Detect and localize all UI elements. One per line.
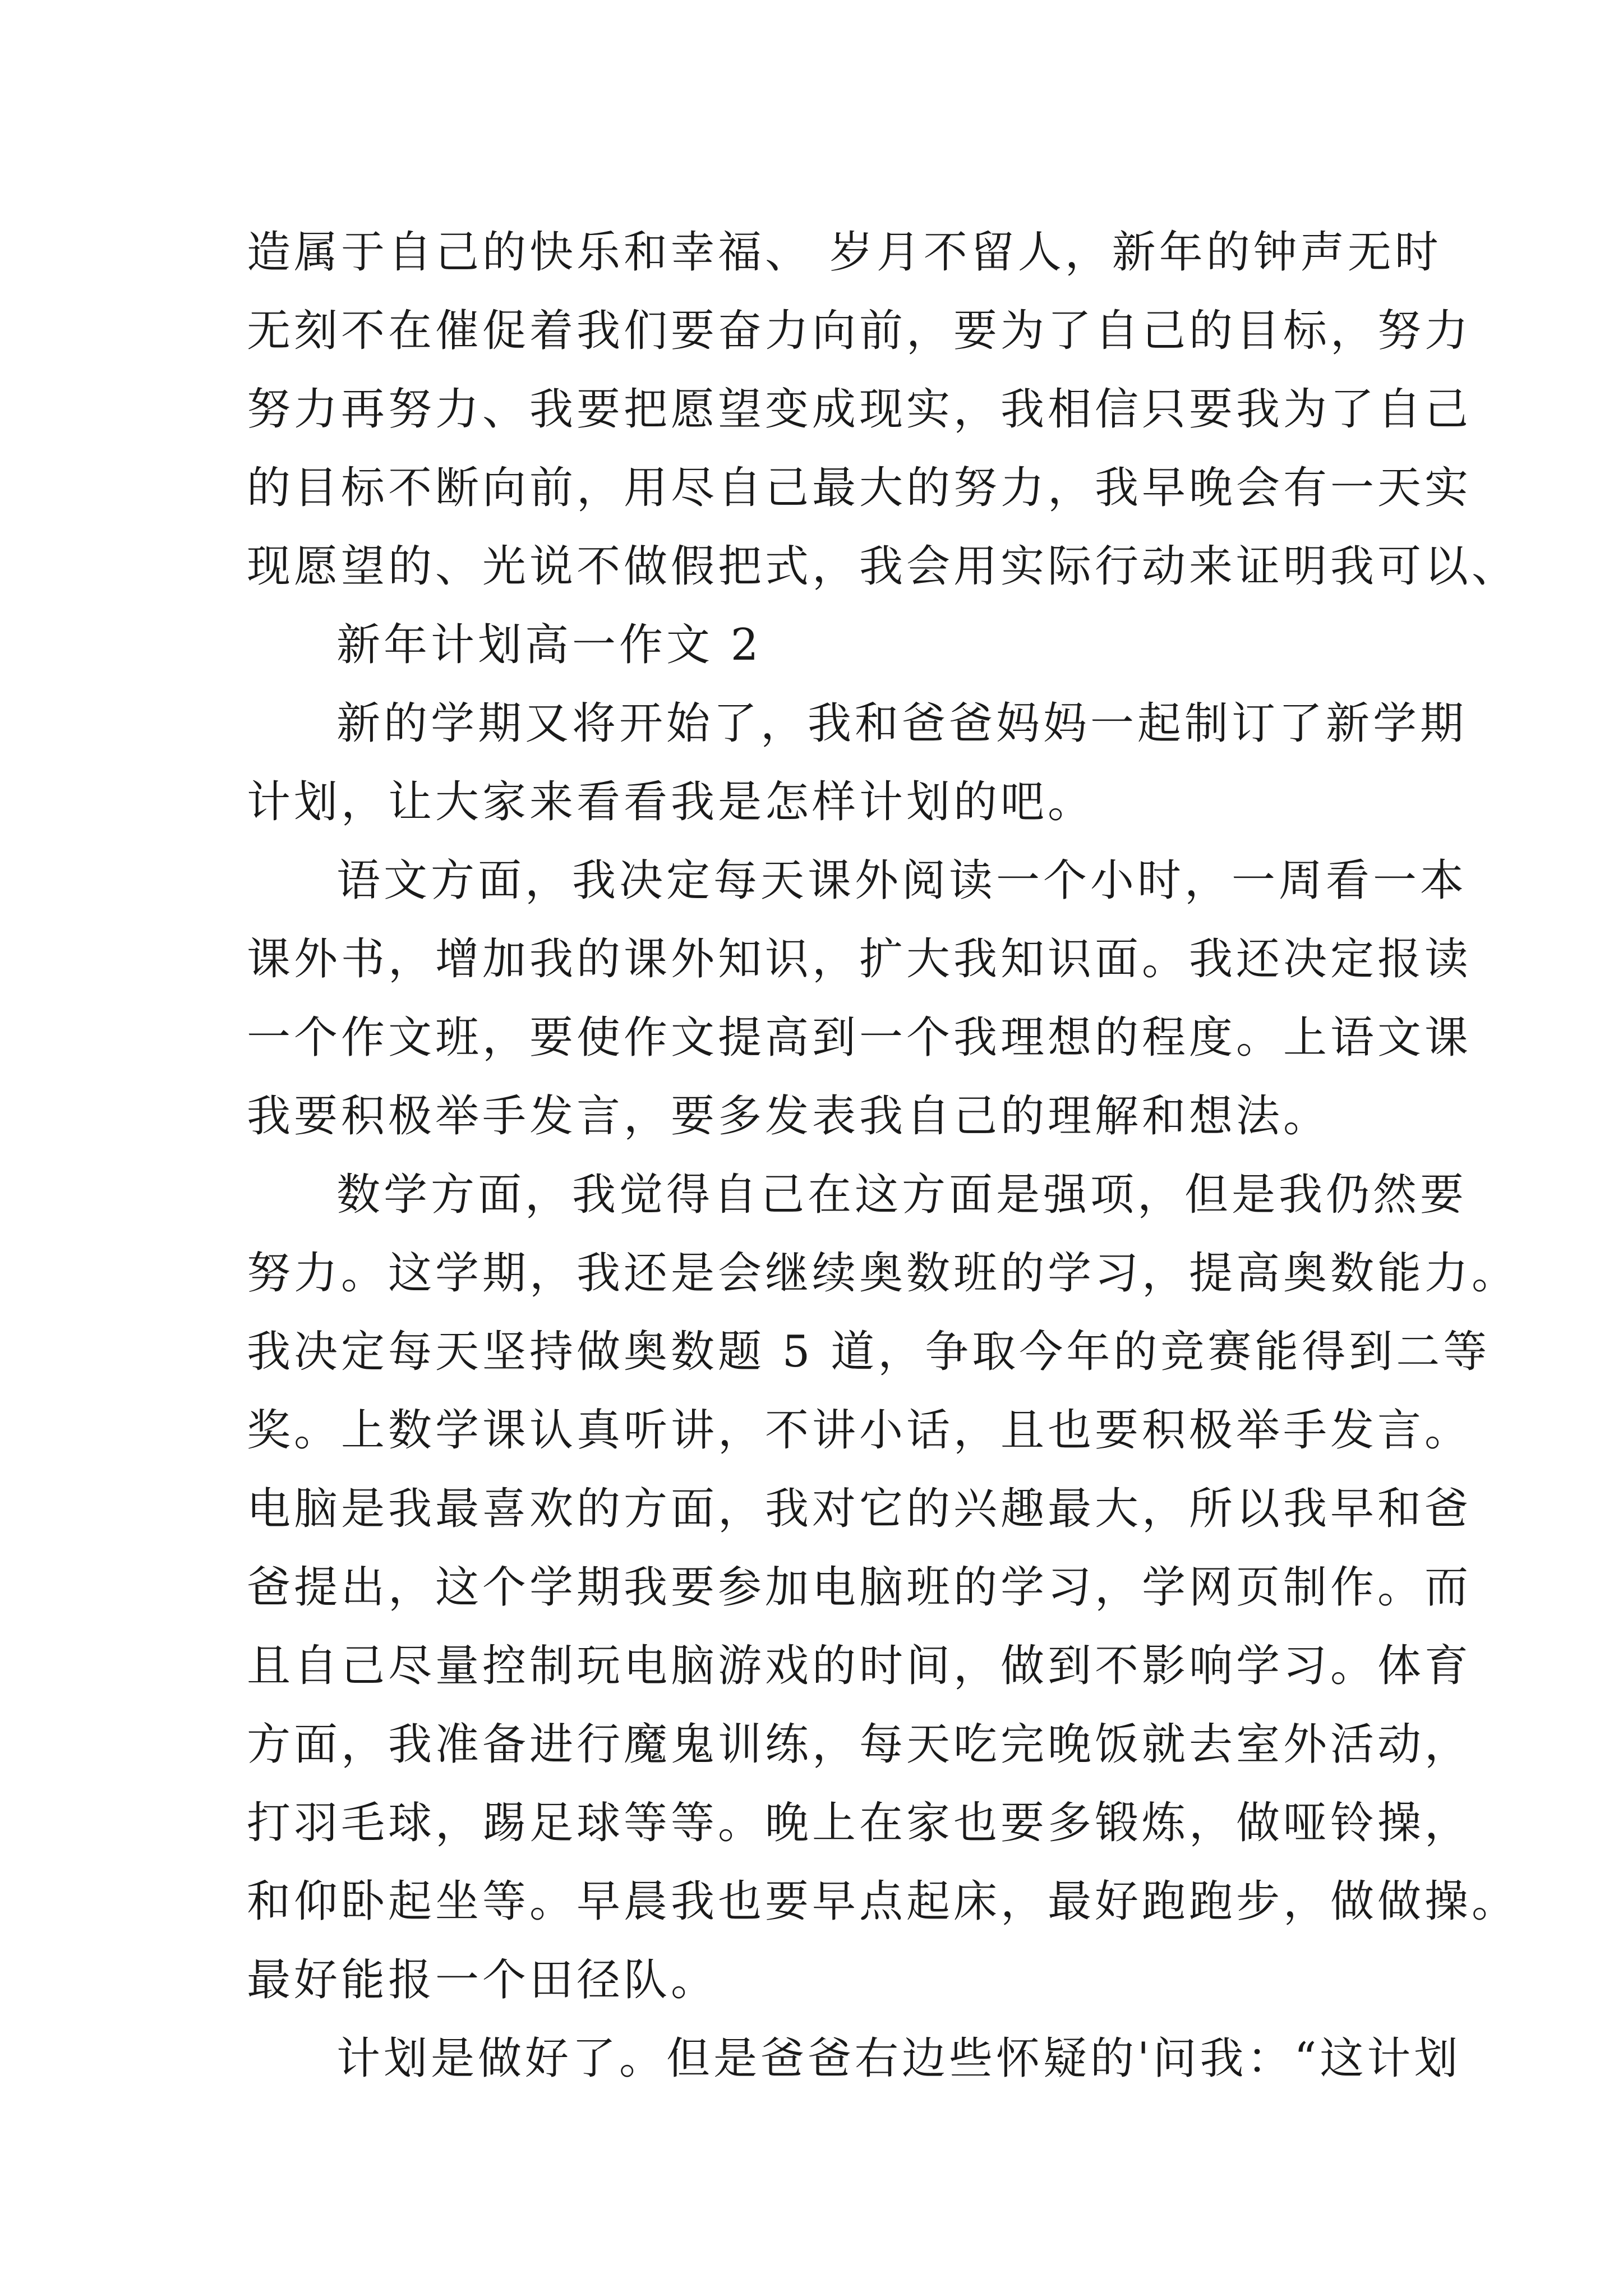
text-line: 和仰卧起坐等。早晨我也要早点起床，最好跑跑步，做做操。 [247,1876,1519,1927]
text-line: 无刻不在催促着我们要奋力向前，要为了自己的目标，努力 [247,306,1472,356]
paragraph-first-line: 语文方面，我决定每天课外阅读一个小时，一周看一本 [336,855,1468,906]
text-line: 且自己尽量控制玩电脑游戏的时间，做到不影响学习。体育 [247,1641,1472,1691]
text-line: 打羽毛球，踢足球等等。晚上在家也要多锻炼，做哑铃操， [247,1798,1472,1848]
paragraph-first-line: 计划是做好了。但是爸爸右边些怀疑的'问我：“这计划 [336,2033,1461,2084]
text-line: 爸提出，这个学期我要参加电脑班的学习，学网页制作。而 [247,1562,1472,1613]
text-line: 方面，我准备进行魔鬼训练，每天吃完晚饭就去室外活动， [247,1719,1472,1770]
text-line: 奖。上数学课认真听讲，不讲小话，且也要积极举手发言。 [247,1405,1472,1456]
paragraph-first-line: 新的学期又将开始了，我和爸爸妈妈一起制订了新学期 [336,698,1468,749]
section-heading: 新年计划高一作文 2 [336,620,762,670]
text-line: 最好能报一个田径队。 [247,1955,718,2005]
text-line: 现愿望的、光说不做假把式，我会用实际行动来证明我可以、 [247,541,1519,592]
text-line: 的目标不断向前，用尽自己最大的努力，我早晚会有一天实 [247,463,1472,513]
text-line: 努力再努力、我要把愿望变成现实，我相信只要我为了自己 [247,384,1472,435]
text-line: 一个作文班，要使作文提高到一个我理想的程度。上语文课 [247,1013,1472,1063]
document-body [247,213,1519,2098]
paragraph-first-line: 数学方面，我觉得自己在这方面是强项，但是我仍然要 [336,1170,1468,1220]
text-line: 我决定每天坚持做奥数题 5 道，争取今年的竞赛能得到二等 [247,1327,1491,1377]
text-line: 课外书，增加我的课外知识，扩大我知识面。我还决定报读 [247,934,1472,984]
text-line: 造属于自己的快乐和幸福、 岁月不留人，新年的钟声无时 [247,227,1442,278]
text-line: 我要积极举手发言，要多发表我自己的理解和想法。 [247,1091,1331,1142]
text-line: 计划，让大家来看看我是怎样计划的吧。 [247,777,1095,827]
text-line: 电脑是我最喜欢的方面，我对它的兴趣最大，所以我早和爸 [247,1484,1472,1534]
text-line: 努力。这学期，我还是会继续奥数班的学习，提高奥数能力。 [247,1248,1519,1299]
